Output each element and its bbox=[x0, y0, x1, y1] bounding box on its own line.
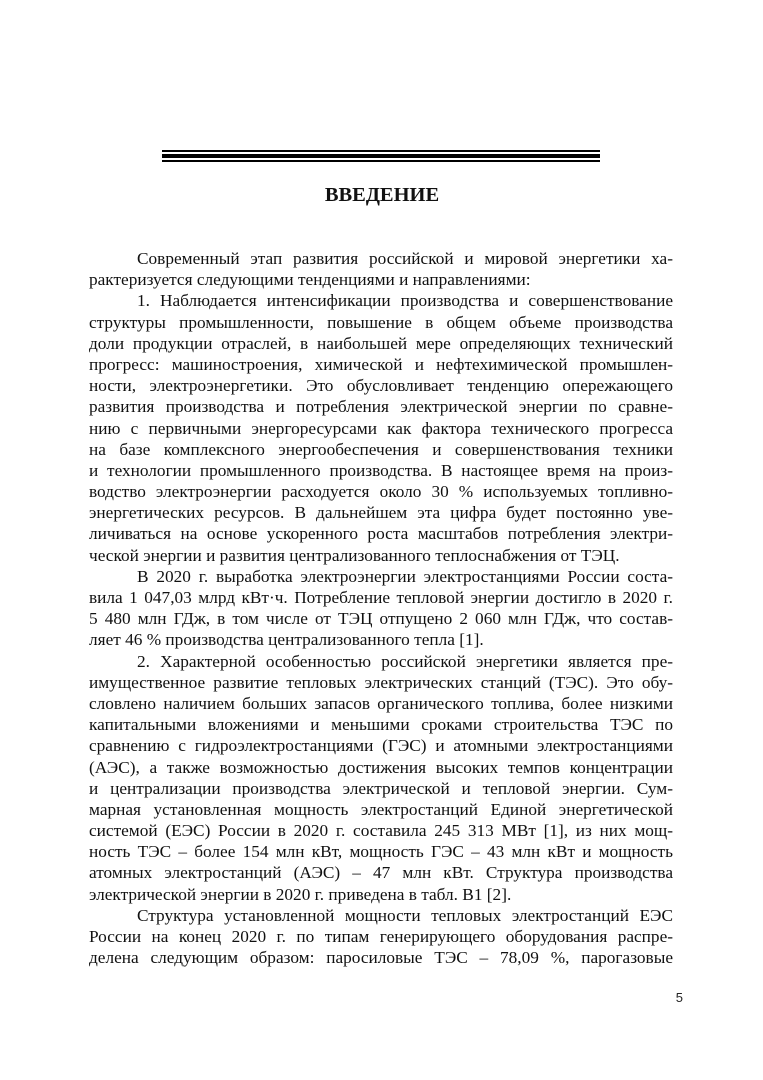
body-text bbox=[89, 248, 673, 968]
text-line: 1. Наблюдается интенсификации производства и совершенствование bbox=[137, 291, 673, 311]
text-line: имущественное развитие тепловых электрических станций (ТЭС). Это обу- bbox=[89, 672, 673, 692]
text-line: доли продукции отраслей, в наибольшей мере определяющих технический bbox=[89, 333, 673, 353]
text-line: системой (ЕЭС) России в 2020 г. составила 245 313 МВт [1], из них мощ- bbox=[89, 821, 673, 841]
heading-rule-bottom bbox=[162, 160, 600, 162]
text-line: структуры промышленности, повышение в общем объеме производства bbox=[89, 312, 673, 332]
text-line: атомных электростанций (АЭС) – 47 млн кВт. Структура производства bbox=[89, 863, 673, 883]
text-line: развития производства и потребления электрической энергии по сравне- bbox=[89, 397, 673, 417]
text-line: Структура установленной мощности тепловых электростанций ЕЭС bbox=[137, 905, 673, 925]
text-line: ности, электроэнергетики. Это обусловливает тенденцию опережающего bbox=[89, 376, 673, 396]
heading-rule-top bbox=[162, 150, 600, 152]
text-line: словлено наличием больших запасов органического топлива, более низкими bbox=[89, 693, 673, 713]
text-line: нию с первичными энергоресурсами как фактора технического прогресса bbox=[89, 418, 673, 438]
text-line: сравнению с гидроэлектростанциями (ГЭС) и атомными электростанциями bbox=[89, 736, 673, 756]
text-line: Современный этап развития российской и мировой энергетики ха- bbox=[137, 249, 673, 268]
page-title: ВВЕДЕНИЕ bbox=[324, 184, 440, 206]
text-line: ность ТЭС – более 154 млн кВт, мощность ГЭС – 43 млн кВт и мощность bbox=[89, 842, 673, 862]
text-line: капитальными вложениями и меньшими сроками строительства ТЭС по bbox=[89, 715, 673, 735]
text-line: делена следующим образом: паросиловые ТЭС – 78,09 %, парогазовые bbox=[89, 948, 673, 968]
text-line: личиваться на основе ускоренного роста масштабов потребления электри- bbox=[89, 524, 673, 544]
text-line: марная установленная мощность электростанций Единой энергетической bbox=[89, 799, 673, 819]
page-number: 5 bbox=[675, 990, 683, 1005]
text-line: и технологии промышленного производства. В настоящее время на произ- bbox=[89, 460, 673, 480]
text-line: В 2020 г. выработка электроэнергии электростанциями России соста- bbox=[137, 566, 673, 586]
text-line: (АЭС), а также возможностью достижения высоких темпов концентрации bbox=[89, 757, 673, 777]
text-line: вила 1 047,03 млрд кВт·ч. Потребление тепловой энергии достигло в 2020 г. bbox=[89, 588, 673, 607]
text-line: на базе комплексного энергообеспечения и совершенствования техники bbox=[89, 439, 673, 459]
text-line: прогресс: машиностроения, химической и нефтехимической промышлен- bbox=[89, 354, 673, 374]
text-line: водство электроэнергии расходуется около 30 % используемых топливно- bbox=[89, 482, 673, 502]
text-line: ческой энергии и развития централизованного теплоснабжения от ТЭЦ. bbox=[89, 545, 620, 565]
text-line: энергетических ресурсов. В дальнейшем эта цифра будет постоянно уве- bbox=[89, 503, 673, 523]
text-line: ляет 46 % производства централизованного тепла [1]. bbox=[89, 630, 484, 650]
text-line: 5 480 млн ГДж, в том числе от ТЭЦ отпущено 2 060 млн ГДж, что состав- bbox=[89, 609, 673, 629]
text-line: и централизации производства электрической и тепловой энергии. Сум- bbox=[89, 778, 673, 798]
text-line: 2. Характерной особенностью российской энергетики является пре- bbox=[137, 651, 673, 671]
text-line: электрической энергии в 2020 г. приведена в табл. В1 [2]. bbox=[89, 884, 512, 904]
text-line: рактеризуется следующими тенденциями и направлениями: bbox=[89, 270, 531, 290]
text-line: России на конец 2020 г. по типам генерирующего оборудования распре- bbox=[89, 927, 673, 946]
heading-rule-middle bbox=[162, 154, 600, 158]
